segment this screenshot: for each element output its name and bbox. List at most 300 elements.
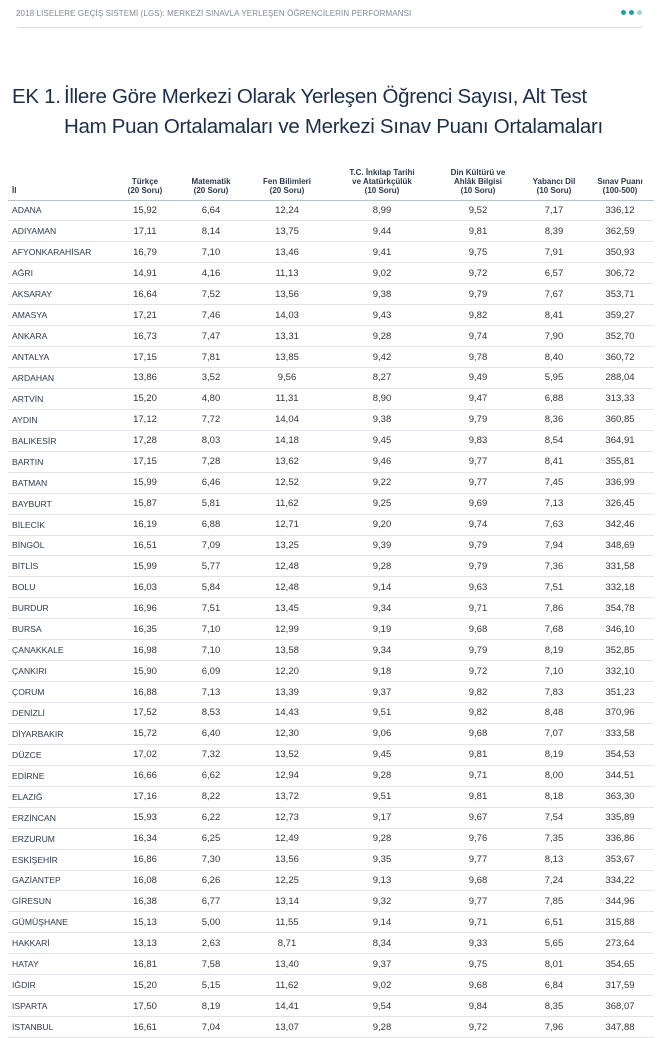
province-name-cell: ADANA	[8, 200, 112, 221]
score-cell: 6,62	[178, 765, 244, 786]
score-cell: 16,35	[112, 619, 178, 640]
province-name-cell: GAZİANTEP	[8, 870, 112, 891]
score-cell: 6,88	[178, 514, 244, 535]
score-cell: 273,64	[586, 933, 654, 954]
score-cell: 346,10	[586, 619, 654, 640]
score-cell: 353,71	[586, 284, 654, 305]
province-name-cell: BATMAN	[8, 472, 112, 493]
running-header: 2018 LİSELERE GEÇİŞ SİSTEMİ (LGS): MERKEZİ SINAVLA YERLEŞEN ÖĞRENCİLERİN PERFORMANSI	[16, 9, 412, 18]
score-cell: 354,65	[586, 954, 654, 975]
score-cell: 331,58	[586, 556, 654, 577]
province-name-cell: ESKİŞEHİR	[8, 849, 112, 870]
score-cell: 3,52	[178, 368, 244, 389]
table-row	[8, 556, 654, 577]
title-text-1: İllere Göre Merkezi Olarak Yerleşen Öğrenci Sayısı, Alt Test	[64, 85, 587, 108]
score-cell: 15,99	[112, 556, 178, 577]
score-cell: 9,76	[434, 828, 522, 849]
score-cell: 9,79	[434, 284, 522, 305]
score-cell: 288,04	[586, 368, 654, 389]
score-cell: 8,00	[522, 765, 586, 786]
score-cell: 7,35	[522, 828, 586, 849]
score-cell: 12,52	[244, 472, 330, 493]
score-cell: 9,32	[330, 891, 434, 912]
score-cell: 5,84	[178, 577, 244, 598]
score-cell: 17,21	[112, 305, 178, 326]
score-cell: 8,13	[522, 849, 586, 870]
table-row	[8, 305, 654, 326]
score-cell: 7,81	[178, 347, 244, 368]
province-name-cell: BOLU	[8, 577, 112, 598]
province-name-cell: ÇORUM	[8, 682, 112, 703]
score-cell: 334,22	[586, 870, 654, 891]
table-row	[8, 1017, 654, 1038]
province-name-cell: ANKARA	[8, 326, 112, 347]
running-header-bar	[0, 0, 660, 30]
score-cell: 9,79	[434, 409, 522, 430]
score-cell: 362,59	[586, 221, 654, 242]
score-cell: 17,52	[112, 703, 178, 724]
table-row	[8, 996, 654, 1017]
score-cell: 12,20	[244, 661, 330, 682]
score-cell: 354,53	[586, 744, 654, 765]
score-cell: 9,39	[330, 535, 434, 556]
score-cell: 354,78	[586, 598, 654, 619]
province-name-cell: ISPARTA	[8, 996, 112, 1017]
score-cell: 15,92	[112, 200, 178, 221]
column-header: Türkçe (20 Soru)	[127, 176, 163, 195]
score-cell: 11,55	[244, 912, 330, 933]
score-cell: 9,42	[330, 347, 434, 368]
score-cell: 7,13	[522, 493, 586, 514]
score-cell: 13,39	[244, 682, 330, 703]
score-cell: 9,47	[434, 388, 522, 409]
score-cell: 11,13	[244, 263, 330, 284]
score-cell: 360,72	[586, 347, 654, 368]
score-cell: 15,99	[112, 472, 178, 493]
score-cell: 9,49	[434, 368, 522, 389]
score-cell: 9,45	[330, 430, 434, 451]
score-cell: 13,75	[244, 221, 330, 242]
score-cell: 9,83	[434, 430, 522, 451]
score-cell: 7,13	[178, 682, 244, 703]
score-cell: 12,25	[244, 870, 330, 891]
score-cell: 9,06	[330, 723, 434, 744]
score-cell: 9,68	[434, 723, 522, 744]
score-cell: 9,71	[434, 765, 522, 786]
score-cell: 333,58	[586, 723, 654, 744]
score-cell: 13,45	[244, 598, 330, 619]
score-cell: 16,08	[112, 870, 178, 891]
score-cell: 15,13	[112, 912, 178, 933]
score-cell: 9,44	[330, 221, 434, 242]
score-cell: 13,07	[244, 1017, 330, 1038]
score-cell: 352,70	[586, 326, 654, 347]
table-row	[8, 514, 654, 535]
score-cell: 7,67	[522, 284, 586, 305]
score-cell: 9,77	[434, 472, 522, 493]
score-cell: 7,94	[522, 535, 586, 556]
province-name-cell: HAKKARİ	[8, 933, 112, 954]
score-cell: 9,69	[434, 493, 522, 514]
province-name-cell: ELAZIĞ	[8, 786, 112, 807]
score-cell: 8,14	[178, 221, 244, 242]
score-cell: 8,03	[178, 430, 244, 451]
score-cell: 13,52	[244, 744, 330, 765]
score-cell: 9,43	[330, 305, 434, 326]
score-cell: 16,51	[112, 535, 178, 556]
score-cell: 347,88	[586, 1017, 654, 1038]
score-cell: 7,30	[178, 849, 244, 870]
score-cell: 5,81	[178, 493, 244, 514]
province-name-cell: AĞRI	[8, 263, 112, 284]
score-cell: 13,85	[244, 347, 330, 368]
score-cell: 5,00	[178, 912, 244, 933]
column-header: Sınav Puanı (100-500)	[597, 176, 643, 195]
score-cell: 8,22	[178, 786, 244, 807]
score-cell: 9,63	[434, 577, 522, 598]
score-cell: 13,13	[112, 933, 178, 954]
score-cell: 8,27	[330, 368, 434, 389]
province-scores-table	[8, 160, 654, 1038]
score-cell: 8,90	[330, 388, 434, 409]
score-cell: 9,38	[330, 284, 434, 305]
province-name-cell: EDİRNE	[8, 765, 112, 786]
score-cell: 8,34	[330, 933, 434, 954]
score-cell: 13,56	[244, 849, 330, 870]
score-cell: 342,46	[586, 514, 654, 535]
dot-icon	[637, 10, 642, 15]
score-cell: 7,86	[522, 598, 586, 619]
score-cell: 12,49	[244, 828, 330, 849]
table-row	[8, 954, 654, 975]
table-row	[8, 472, 654, 493]
column-header: İl	[12, 185, 17, 195]
table-row	[8, 891, 654, 912]
score-cell: 11,31	[244, 388, 330, 409]
score-cell: 15,93	[112, 807, 178, 828]
score-cell: 317,59	[586, 975, 654, 996]
score-cell: 16,81	[112, 954, 178, 975]
score-cell: 7,10	[522, 661, 586, 682]
score-cell: 8,41	[522, 305, 586, 326]
score-cell: 315,88	[586, 912, 654, 933]
score-cell: 8,01	[522, 954, 586, 975]
province-name-cell: ÇANKIRI	[8, 661, 112, 682]
score-cell: 306,72	[586, 263, 654, 284]
score-cell: 6,51	[522, 912, 586, 933]
score-cell: 9,68	[434, 619, 522, 640]
score-cell: 9,71	[434, 598, 522, 619]
score-cell: 8,18	[522, 786, 586, 807]
province-name-cell: BARTIN	[8, 451, 112, 472]
score-cell: 5,95	[522, 368, 586, 389]
score-cell: 12,73	[244, 807, 330, 828]
score-cell: 5,15	[178, 975, 244, 996]
score-cell: 4,80	[178, 388, 244, 409]
score-cell: 15,72	[112, 723, 178, 744]
table-row	[8, 661, 654, 682]
score-cell: 5,65	[522, 933, 586, 954]
score-cell: 6,64	[178, 200, 244, 221]
province-name-cell: ARTVİN	[8, 388, 112, 409]
score-cell: 360,85	[586, 409, 654, 430]
score-cell: 9,79	[434, 535, 522, 556]
score-cell: 14,18	[244, 430, 330, 451]
score-cell: 8,36	[522, 409, 586, 430]
score-cell: 9,84	[434, 996, 522, 1017]
score-cell: 6,77	[178, 891, 244, 912]
score-cell: 9,28	[330, 326, 434, 347]
table-header-row	[8, 160, 654, 200]
table-row	[8, 786, 654, 807]
score-cell: 7,47	[178, 326, 244, 347]
score-cell: 17,12	[112, 409, 178, 430]
column-header: T.C. İnkılap Tarihi ve Atatürkçülük (10 Soru)	[349, 167, 415, 195]
score-cell: 9,45	[330, 744, 434, 765]
score-cell: 7,24	[522, 870, 586, 891]
title-line-2: Ham Puan Ortalamaları ve Merkezi Sınav Puanı Ortalamaları	[64, 115, 603, 138]
score-cell: 12,71	[244, 514, 330, 535]
score-cell: 13,14	[244, 891, 330, 912]
score-cell: 9,28	[330, 828, 434, 849]
score-cell: 9,67	[434, 807, 522, 828]
score-cell: 8,53	[178, 703, 244, 724]
score-cell: 9,20	[330, 514, 434, 535]
score-cell: 9,28	[330, 1017, 434, 1038]
column-header: Yabancı Dil (10 Soru)	[532, 176, 576, 195]
score-cell: 13,31	[244, 326, 330, 347]
score-cell: 344,51	[586, 765, 654, 786]
table-row	[8, 912, 654, 933]
score-cell: 6,25	[178, 828, 244, 849]
table-row	[8, 200, 654, 221]
score-cell: 7,54	[522, 807, 586, 828]
score-cell: 8,40	[522, 347, 586, 368]
province-name-cell: ARDAHAN	[8, 368, 112, 389]
score-cell: 352,85	[586, 640, 654, 661]
province-name-cell: BAYBURT	[8, 493, 112, 514]
score-cell: 9,18	[330, 661, 434, 682]
score-cell: 9,56	[244, 368, 330, 389]
score-cell: 363,30	[586, 786, 654, 807]
score-cell: 9,77	[434, 891, 522, 912]
score-cell: 9,51	[330, 703, 434, 724]
score-cell: 13,62	[244, 451, 330, 472]
score-cell: 9,41	[330, 242, 434, 263]
score-cell: 9,46	[330, 451, 434, 472]
page-dots-indicator	[621, 10, 642, 15]
score-cell: 7,10	[178, 640, 244, 661]
score-cell: 6,22	[178, 807, 244, 828]
table-body	[8, 200, 654, 1038]
table-row	[8, 284, 654, 305]
score-cell: 8,41	[522, 451, 586, 472]
score-cell: 6,84	[522, 975, 586, 996]
score-cell: 9,78	[434, 347, 522, 368]
score-cell: 7,36	[522, 556, 586, 577]
score-cell: 6,09	[178, 661, 244, 682]
score-cell: 13,46	[244, 242, 330, 263]
score-cell: 13,25	[244, 535, 330, 556]
score-cell: 9,81	[434, 786, 522, 807]
score-cell: 7,63	[522, 514, 586, 535]
score-cell: 16,03	[112, 577, 178, 598]
table-row	[8, 493, 654, 514]
province-name-cell: AFYONKARAHİSAR	[8, 242, 112, 263]
score-cell: 9,37	[330, 682, 434, 703]
province-name-cell: BİNGÖL	[8, 535, 112, 556]
score-cell: 9,34	[330, 640, 434, 661]
score-cell: 16,38	[112, 891, 178, 912]
score-cell: 9,75	[434, 242, 522, 263]
score-cell: 16,86	[112, 849, 178, 870]
score-cell: 7,09	[178, 535, 244, 556]
score-cell: 9,74	[434, 514, 522, 535]
table-row	[8, 347, 654, 368]
score-cell: 6,40	[178, 723, 244, 744]
table-row	[8, 682, 654, 703]
score-cell: 348,69	[586, 535, 654, 556]
table-row	[8, 807, 654, 828]
table-row	[8, 619, 654, 640]
score-cell: 7,04	[178, 1017, 244, 1038]
score-cell: 15,87	[112, 493, 178, 514]
score-cell: 351,23	[586, 682, 654, 703]
score-cell: 7,32	[178, 744, 244, 765]
score-cell: 7,46	[178, 305, 244, 326]
score-cell: 17,15	[112, 347, 178, 368]
score-cell: 359,27	[586, 305, 654, 326]
score-cell: 7,52	[178, 284, 244, 305]
province-name-cell: BURSA	[8, 619, 112, 640]
score-cell: 9,35	[330, 849, 434, 870]
score-cell: 11,62	[244, 493, 330, 514]
score-cell: 370,96	[586, 703, 654, 724]
score-cell: 9,14	[330, 577, 434, 598]
score-cell: 7,51	[178, 598, 244, 619]
table-row	[8, 828, 654, 849]
score-cell: 9,74	[434, 326, 522, 347]
score-cell: 9,71	[434, 912, 522, 933]
score-cell: 8,54	[522, 430, 586, 451]
score-cell: 16,88	[112, 682, 178, 703]
score-cell: 8,39	[522, 221, 586, 242]
score-cell: 2,63	[178, 933, 244, 954]
score-cell: 7,68	[522, 619, 586, 640]
table-row	[8, 849, 654, 870]
score-cell: 9,82	[434, 703, 522, 724]
table-row	[8, 870, 654, 891]
table-row	[8, 242, 654, 263]
score-cell: 7,72	[178, 409, 244, 430]
score-cell: 8,19	[522, 640, 586, 661]
score-cell: 16,19	[112, 514, 178, 535]
score-cell: 8,71	[244, 933, 330, 954]
score-cell: 336,99	[586, 472, 654, 493]
score-cell: 16,61	[112, 1017, 178, 1038]
score-cell: 17,11	[112, 221, 178, 242]
score-cell: 16,64	[112, 284, 178, 305]
score-cell: 332,18	[586, 577, 654, 598]
province-name-cell: BİTLİS	[8, 556, 112, 577]
score-cell: 313,33	[586, 388, 654, 409]
score-cell: 9,82	[434, 305, 522, 326]
score-cell: 13,86	[112, 368, 178, 389]
score-cell: 12,24	[244, 200, 330, 221]
province-name-cell: ADIYAMAN	[8, 221, 112, 242]
table-row	[8, 703, 654, 724]
score-cell: 9,25	[330, 493, 434, 514]
score-cell: 350,93	[586, 242, 654, 263]
score-cell: 12,48	[244, 556, 330, 577]
score-cell: 7,58	[178, 954, 244, 975]
table-row	[8, 765, 654, 786]
score-cell: 9,28	[330, 765, 434, 786]
table-row	[8, 430, 654, 451]
score-cell: 326,45	[586, 493, 654, 514]
score-cell: 8,35	[522, 996, 586, 1017]
score-cell: 4,16	[178, 263, 244, 284]
score-cell: 9,14	[330, 912, 434, 933]
score-cell: 9,77	[434, 849, 522, 870]
score-cell: 12,48	[244, 577, 330, 598]
score-cell: 17,16	[112, 786, 178, 807]
score-cell: 7,90	[522, 326, 586, 347]
score-cell: 9,38	[330, 409, 434, 430]
score-cell: 11,62	[244, 975, 330, 996]
page-title	[12, 82, 603, 142]
score-cell: 9,02	[330, 263, 434, 284]
score-cell: 6,57	[522, 263, 586, 284]
table-row	[8, 368, 654, 389]
score-cell: 9,52	[434, 200, 522, 221]
column-header: Din Kültürü ve Ahlâk Bilgisi (10 Soru)	[450, 167, 506, 195]
province-name-cell: ERZİNCAN	[8, 807, 112, 828]
score-cell: 14,91	[112, 263, 178, 284]
score-cell: 335,89	[586, 807, 654, 828]
table-row	[8, 640, 654, 661]
score-cell: 9,19	[330, 619, 434, 640]
score-cell: 16,73	[112, 326, 178, 347]
score-cell: 7,96	[522, 1017, 586, 1038]
score-cell: 9,77	[434, 451, 522, 472]
score-cell: 15,90	[112, 661, 178, 682]
score-cell: 16,34	[112, 828, 178, 849]
score-cell: 9,72	[434, 661, 522, 682]
score-cell: 5,77	[178, 556, 244, 577]
score-cell: 9,33	[434, 933, 522, 954]
score-cell: 9,13	[330, 870, 434, 891]
score-cell: 9,37	[330, 954, 434, 975]
table-row	[8, 744, 654, 765]
score-cell: 364,91	[586, 430, 654, 451]
score-cell: 9,72	[434, 263, 522, 284]
score-cell: 9,81	[434, 221, 522, 242]
column-header: Fen Bilimleri (20 Soru)	[262, 176, 311, 195]
table-row	[8, 577, 654, 598]
score-cell: 9,75	[434, 954, 522, 975]
province-name-cell: DİYARBAKIR	[8, 723, 112, 744]
score-cell: 9,17	[330, 807, 434, 828]
title-line-1	[12, 82, 603, 112]
score-cell: 8,19	[522, 744, 586, 765]
province-name-cell: DENİZLİ	[8, 703, 112, 724]
score-cell: 14,03	[244, 305, 330, 326]
table-row	[8, 975, 654, 996]
province-name-cell: BİLECİK	[8, 514, 112, 535]
score-cell: 9,68	[434, 975, 522, 996]
score-cell: 344,96	[586, 891, 654, 912]
